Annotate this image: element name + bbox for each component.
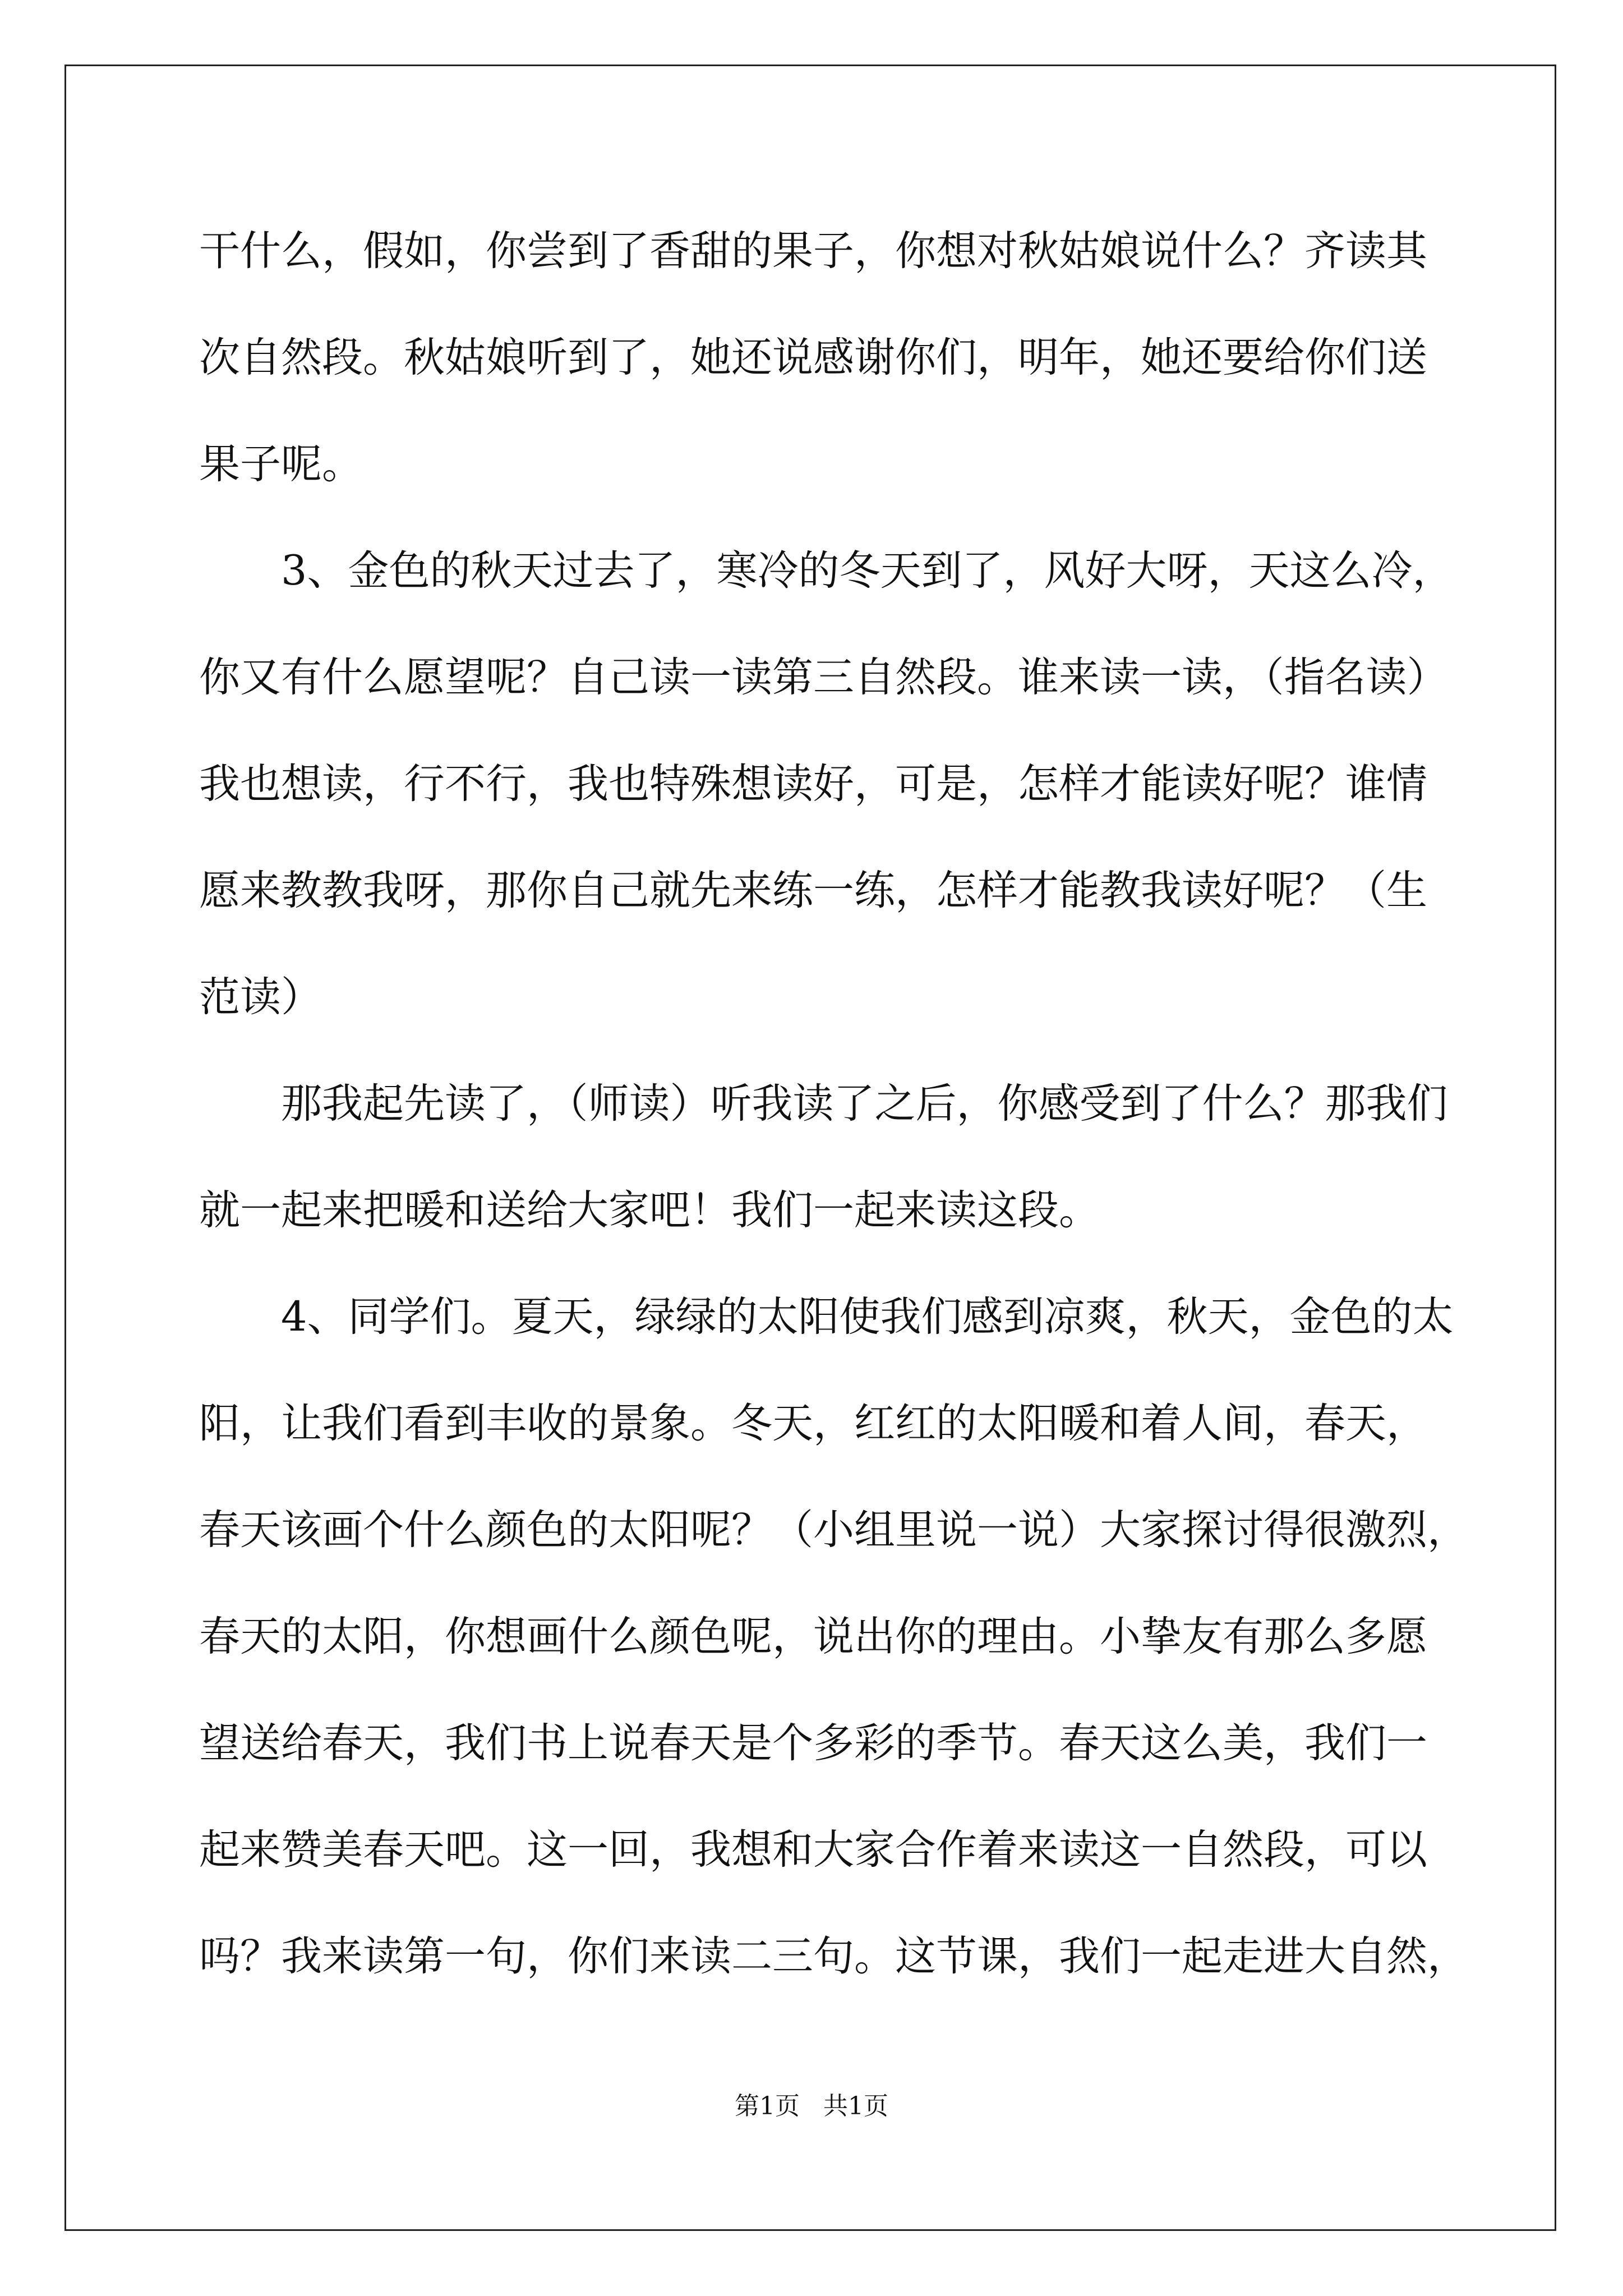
- text-line: 起来赞美春天吧。这一回，我想和大家合作着来读这一自然段，可以: [199, 1826, 1427, 1874]
- text-line: 范读）: [199, 973, 322, 1021]
- page-number-footer: 第1页 共1页: [735, 2092, 888, 2120]
- paragraph-first-line: 4、同学们。夏天，绿绿的太阳使我们感到凉爽，秋天，金色的太: [281, 1293, 1454, 1341]
- text-line: 就一起来把暖和送给大家吧！我们一起来读这段。: [199, 1186, 1100, 1234]
- text-line: 阳，让我们看到丰收的景象。冬天，红红的太阳暖和着人间，春天，: [199, 1400, 1427, 1447]
- text-line: 干什么，假如，你尝到了香甜的果子，你想对秋姑娘说什么？齐读其: [199, 227, 1427, 275]
- text-line: 吗？我来读第一句，你们来读二三句。这节课，我们一起走进大自然，: [199, 1932, 1468, 1980]
- text-line: 春天的太阳，你想画什么颜色呢，说出你的理由。小挚友有那么多愿: [199, 1613, 1427, 1660]
- text-line: 次自然段。秋姑娘听到了，她还说感谢你们，明年，她还要给你们送: [199, 334, 1427, 381]
- text-line: 我也想读，行不行，我也特殊想读好，可是，怎样才能读好呢？谁情: [199, 760, 1427, 808]
- text-line: 你又有什么愿望呢？自己读一读第三自然段。谁来读一读，（指名读）: [199, 654, 1448, 701]
- text-line: 春天该画个什么颜色的太阳呢？（小组里说一说）大家探讨得很激烈，: [199, 1506, 1468, 1554]
- paragraph-first-line: 那我起先读了，（师读）听我读了之后，你感受到了什么？那我们: [281, 1080, 1448, 1128]
- document-body: [199, 212, 1468, 2024]
- text-line: 望送给春天，我们书上说春天是个多彩的季节。春天这么美，我们一: [199, 1719, 1427, 1767]
- paragraph-first-line: 3、金色的秋天过去了，寒冷的冬天到了，风好大呀，天这么冷，: [281, 547, 1454, 595]
- text-line: 果子呢。: [199, 440, 363, 488]
- text-line: 愿来教教我呀，那你自己就先来练一练，怎样才能教我读好呢？（生: [199, 867, 1427, 914]
